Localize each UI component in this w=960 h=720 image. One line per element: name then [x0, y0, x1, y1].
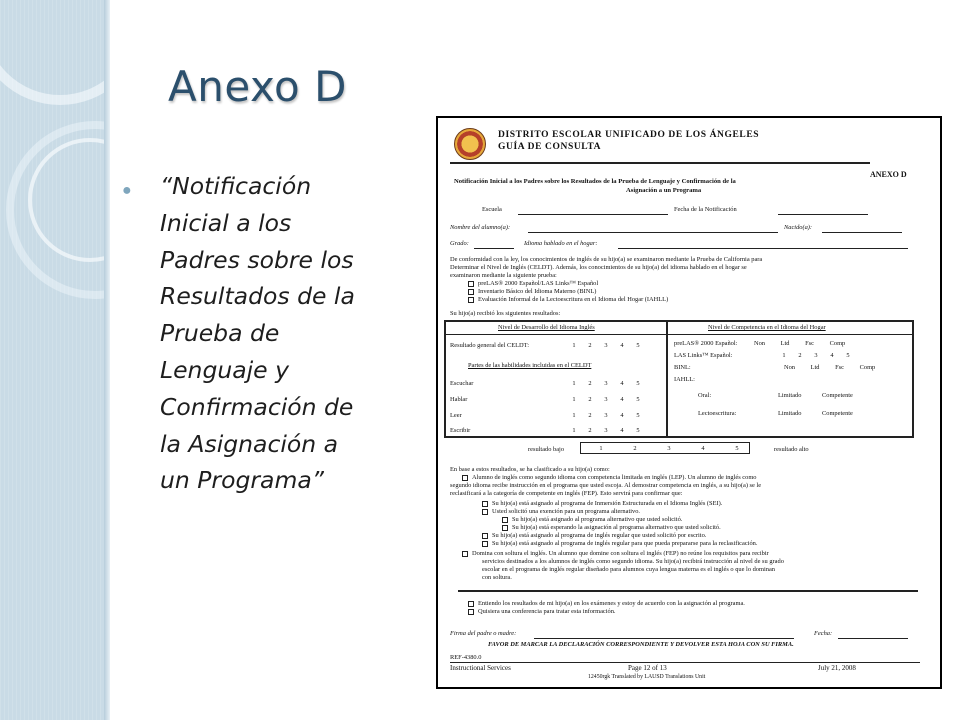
- option-item: [482, 540, 757, 547]
- option-item: [502, 524, 721, 531]
- test-item: [468, 296, 668, 303]
- doc-anexo: ANEXO D: [870, 170, 907, 179]
- level-value: 5: [846, 352, 850, 359]
- scale-value: 1: [572, 396, 576, 403]
- level-value: 1: [782, 352, 786, 359]
- result-high: resultado alto: [774, 446, 809, 453]
- test-item: [468, 280, 598, 287]
- level-value: Fsc: [805, 340, 814, 347]
- lecto-label: Lectoescritura:: [698, 410, 737, 417]
- field-line: [474, 248, 514, 249]
- skill-label: Escuchar: [450, 380, 474, 387]
- right-row-values: [784, 364, 875, 371]
- option-label: Usted solicitó una exención para un programa alternativo.: [492, 508, 640, 515]
- bullet-line: Inicial a los: [160, 208, 292, 237]
- option-label: Su hijo(a) está asignado al programa de Inmersión Estructurada en el Idioma Inglés (SEI).: [492, 500, 723, 507]
- divider: [450, 662, 920, 663]
- classified-text: En base a estos resultados, se ha clasificado a su hijo(a) como:: [450, 466, 610, 473]
- doc-title-line1: Notificación Inicial a los Padres sobre los Resultados de la Prueba de Lenguaje y Confirmación de la: [454, 178, 736, 185]
- scale-value: 1: [572, 380, 576, 387]
- option-item: [482, 508, 640, 515]
- scale-value: 5: [636, 342, 640, 349]
- sidebar-edge: [104, 0, 110, 720]
- divider: [458, 590, 918, 592]
- field-line: [528, 232, 778, 233]
- checkbox-icon: [468, 281, 474, 287]
- scale-value: 5: [636, 427, 640, 434]
- scale-value: 5: [636, 412, 640, 419]
- level-value: Comp: [829, 340, 846, 347]
- scale-value: 2: [633, 445, 637, 452]
- skill-scale: [566, 412, 646, 419]
- bullet-line: Prueba de: [160, 319, 280, 348]
- intro-line: Determinar el Nivel de Inglés (CELDT). Además, los conocimientos de su hijo(a) del idioma hablado en el hogar se: [450, 264, 747, 271]
- slide-title: Anexo D: [168, 62, 347, 111]
- scale-value: 1: [572, 342, 576, 349]
- checkbox-icon: [482, 501, 488, 507]
- right-row-label: preLAS® 2000 Español:: [674, 340, 738, 347]
- scale-value: 4: [701, 445, 705, 452]
- scale-value: 4: [620, 396, 624, 403]
- scale-value: 2: [588, 380, 592, 387]
- field-line: [534, 638, 794, 639]
- checkbox-icon: [502, 525, 508, 531]
- checkbox-icon: [468, 289, 474, 295]
- intro-line: De conformidad con la ley, los conocimientos de inglés de su hijo(a) se examinaron mediante la Prueba de California para: [450, 256, 763, 263]
- document-image: [436, 116, 942, 689]
- scale-value: 1: [599, 445, 603, 452]
- checkbox-icon: [482, 541, 488, 547]
- lep-line: reclasificará a la categoría de competente en inglés (FEP). Esto servirá para confirmar que:: [450, 490, 683, 497]
- fep-line: con soltura.: [482, 574, 512, 581]
- option-item: [502, 516, 682, 523]
- field-line: [618, 248, 908, 249]
- level-value: Non: [754, 340, 766, 347]
- services-text: Instructional Services: [450, 664, 511, 672]
- lep-text: Alumno de inglés como segundo idioma con competencia limitada en inglés (LEP). Un alumno de inglés como: [472, 474, 757, 481]
- field-line: [838, 638, 908, 639]
- level-value: Comp: [859, 364, 876, 371]
- level-value: Ltd: [780, 340, 790, 347]
- scale-value: 3: [604, 380, 608, 387]
- scale-value: 2: [588, 396, 592, 403]
- field-idioma: Idioma hablado en el hogar:: [524, 240, 598, 247]
- scale-value: 1: [572, 412, 576, 419]
- field-line: [822, 232, 902, 233]
- scale-value: 5: [636, 380, 640, 387]
- doc-header-district: DISTRITO ESCOLAR UNIFICADO DE LOS ÁNGELES: [498, 130, 760, 140]
- option-label: Su hijo(a) está asignado al programa de inglés regular que usted solicitó por escrito.: [492, 532, 707, 539]
- scale-value: 4: [620, 380, 624, 387]
- fep-line: escolar en el programa de inglés regular diseñado para alumnos cuya lengua materna es el inglés o que lo dominan: [482, 566, 775, 573]
- agree-label: Quisiera una conferencia para tratar esta información.: [478, 608, 616, 615]
- level-value: 3: [814, 352, 818, 359]
- right-row-label: BINL:: [674, 364, 691, 371]
- scale-value: 2: [588, 342, 592, 349]
- right-row-label: LAS Links™ Español:: [674, 352, 733, 359]
- lecto-value: Limitado: [778, 410, 802, 417]
- agree-item: [468, 600, 745, 607]
- bullet-line: Confirmación de: [160, 392, 354, 421]
- result-scale-values: [584, 445, 754, 452]
- level-value: Ltd: [810, 364, 820, 371]
- oral-value: Competente: [822, 392, 853, 399]
- scale-value: 4: [620, 342, 624, 349]
- right-row-label: IAHLL:: [674, 376, 695, 383]
- doc-title-line2: Asignación a un Programa: [626, 187, 702, 194]
- scale-value: 3: [604, 342, 608, 349]
- left-header: Nivel de Desarrollo del Idioma Inglés: [498, 324, 595, 331]
- bullet-line: la Asignación a: [160, 429, 339, 458]
- fep-text: Domina con soltura el inglés. Un alumno que domine con soltura el inglés (FEP) no reúne los requisitos para recibir: [472, 550, 769, 557]
- right-row-values: [776, 352, 856, 359]
- skill-scale: [566, 396, 646, 403]
- field-nacido: Nacido(a):: [784, 224, 813, 231]
- doc-date: July 21, 2008: [818, 664, 856, 672]
- checkbox-icon: [468, 601, 474, 607]
- option-label: Su hijo(a) está asignado al programa alternativo que usted solicitó.: [512, 516, 683, 523]
- field-grado: Grado:: [450, 240, 469, 247]
- option-label: Su hijo(a) está asignado al programa de inglés regular para que pueda prepararse para la reclasificación.: [492, 540, 758, 547]
- agree-label: Entiendo los resultados de mi hijo(a) en los exámenes y estoy de acuerdo con la asignación al programa.: [478, 600, 745, 607]
- level-value: 4: [830, 352, 834, 359]
- firma-label: Firma del padre o madre:: [450, 630, 517, 637]
- checkbox-icon: [468, 609, 474, 615]
- bullet-text: [160, 168, 410, 499]
- scale-value: 4: [620, 412, 624, 419]
- intro-line: examinaron mediante la siguiente prueba:: [450, 272, 557, 279]
- bullet-line: Padres sobre los: [160, 245, 354, 274]
- sidebar-decoration: [0, 0, 104, 720]
- scale-value: 4: [620, 427, 624, 434]
- skill-scale: [566, 380, 646, 387]
- fep-line: [462, 550, 769, 557]
- translated-text: 12450rgk Translated by LAUSD Translations Unit: [588, 674, 706, 680]
- level-value: Fsc: [835, 364, 844, 371]
- celdt-scale: [566, 342, 646, 349]
- lecto-value: Competente: [822, 410, 853, 417]
- checkbox-icon: [462, 475, 468, 481]
- scale-value: 1: [572, 427, 576, 434]
- fecha-label: Fecha:: [814, 630, 833, 637]
- favor-text: FAVOR DE MARCAR LA DECLARACIÓN CORRESPONDIENTE Y DEVOLVER ESTA HOJA CON SU FIRMA.: [488, 641, 794, 648]
- scale-value: 3: [604, 396, 608, 403]
- checkbox-icon: [482, 533, 488, 539]
- level-value: 2: [798, 352, 802, 359]
- checkbox-icon: [468, 297, 474, 303]
- agree-item: [468, 608, 616, 615]
- result-low: resultado bajo: [528, 446, 565, 453]
- test-label: Evaluación Informal de la Lectoescritura en el Idioma del Hogar (IAHLL): [478, 296, 669, 303]
- option-item: [482, 500, 722, 507]
- scale-value: 2: [588, 412, 592, 419]
- divider: [450, 162, 870, 164]
- scale-value: 2: [588, 427, 592, 434]
- field-line: [518, 214, 668, 215]
- checkbox-icon: [482, 509, 488, 515]
- table-divider: [666, 320, 668, 438]
- bullet-line: Resultados de la: [160, 282, 355, 311]
- right-row-values: [754, 340, 845, 347]
- received-text: Su hijo(a) recibió los siguientes resultados:: [450, 310, 561, 317]
- skill-label: Hablar: [450, 396, 468, 403]
- oral-label: Oral:: [698, 392, 712, 399]
- scale-value: 3: [604, 412, 608, 419]
- field-line: [778, 214, 868, 215]
- page-number: Page 12 of 13: [628, 664, 667, 672]
- scale-value: 5: [636, 396, 640, 403]
- test-label: preLAS® 2000 Español/LAS Links™ Español: [478, 280, 599, 287]
- right-header: Nivel de Competencia en el Idioma del Hogar: [708, 324, 826, 331]
- field-nombre: Nombre del alumno(a):: [450, 224, 511, 231]
- skill-label: Escribir: [450, 427, 471, 434]
- bullet-icon: ●: [122, 182, 132, 199]
- field-escuela: Escuela: [482, 206, 502, 213]
- option-label: Su hijo(a) está esperando la asignación al programa alternativo que usted solicitó.: [512, 524, 721, 531]
- parts-label: Partes de las habilidades incluidas en el CELDT: [468, 362, 592, 369]
- scale-value: 5: [735, 445, 739, 452]
- lep-line: segundo idioma recibe instrucción en el programa que usted escoja. Al demostrar competencia en inglés, a su hijo(a) se le: [450, 482, 762, 489]
- ref-code: REF-4380.0: [450, 654, 482, 661]
- district-seal-icon: [454, 128, 486, 160]
- test-label: Inventario Básico del Idioma Materno (BINL): [478, 288, 597, 295]
- field-fecha: Fecha de la Notificación: [674, 206, 737, 213]
- lep-line: [462, 474, 757, 481]
- checkbox-icon: [462, 551, 468, 557]
- skill-scale: [566, 427, 646, 434]
- oral-value: Limitado: [778, 392, 802, 399]
- celdt-label: Resultado general del CELDT:: [450, 342, 530, 349]
- bullet-line: un Programa”: [160, 466, 324, 495]
- bullet-line: Lenguaje y: [160, 355, 290, 384]
- fep-line: servicios destinados a los alumnos de inglés como segundo idioma. Su hijo(a) recibirá instrucción al nivel de su grado: [482, 558, 784, 565]
- scale-value: 3: [667, 445, 671, 452]
- checkbox-icon: [502, 517, 508, 523]
- option-item: [482, 532, 706, 539]
- scale-value: 3: [604, 427, 608, 434]
- level-value: Non: [784, 364, 796, 371]
- divider: [446, 334, 912, 335]
- skill-label: Leer: [450, 412, 462, 419]
- test-item: [468, 288, 596, 295]
- bullet-line: “Notificación: [160, 172, 312, 200]
- doc-header-guide: GUÍA DE CONSULTA: [498, 142, 602, 152]
